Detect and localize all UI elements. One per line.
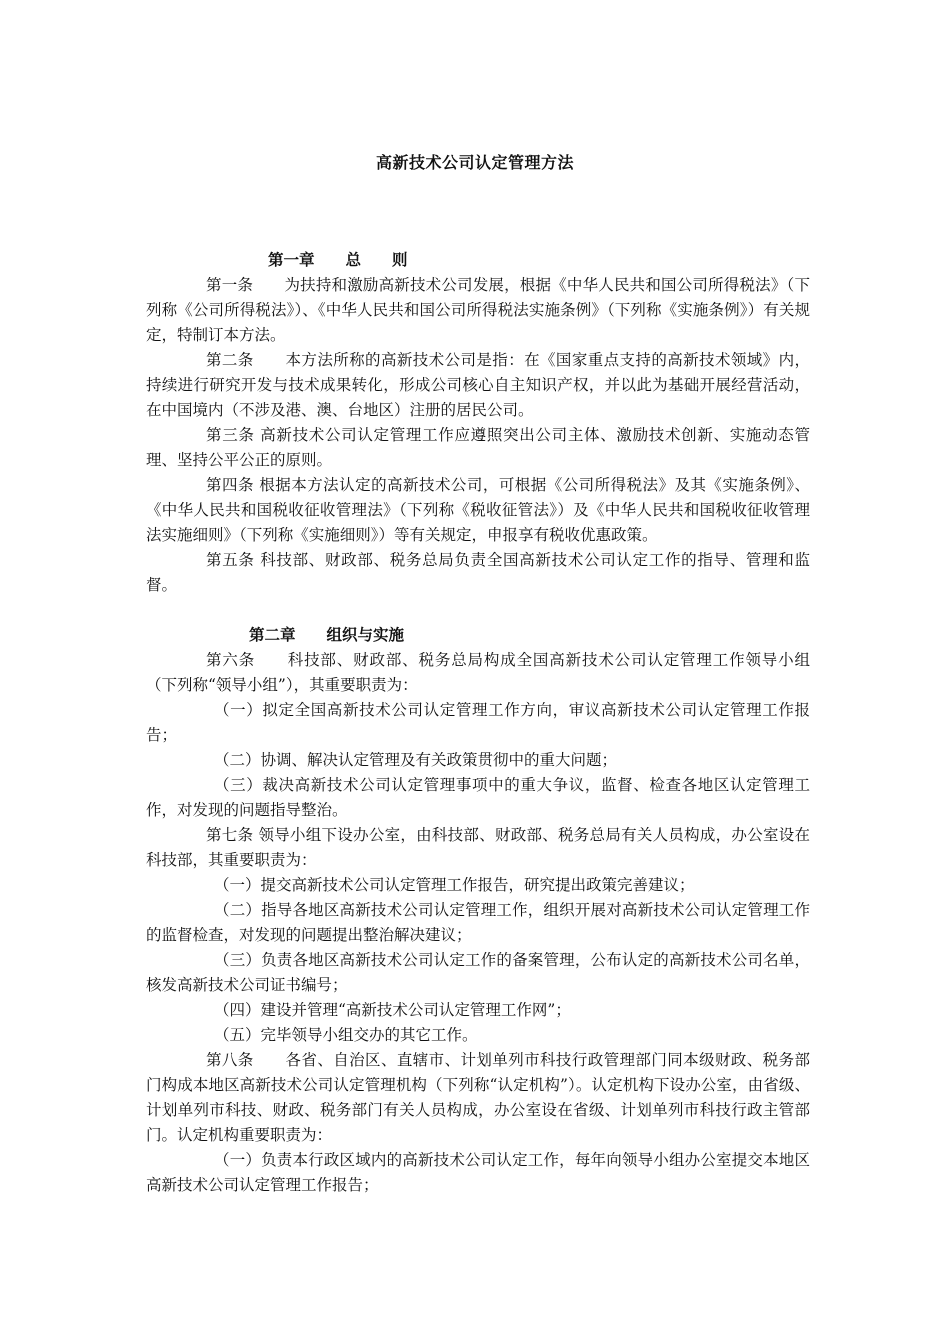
article-paragraph: 第四条 根据本方法认定的高新技术公司，可根据《公司所得税法》及其《实施条例》、《中华人民共和国税收征收管理法》（下列称《税收征管法》）及《中华人民共和国税收征收管理法实施细则》（下列称《实施细则》）等有关规定，申报享有税收优惠政策。 xyxy=(146,476,810,544)
article-paragraph: 第七条 领导小组下设办公室，由科技部、财政部、税务总局有关人员构成，办公室设在科技部，其重要职责为： xyxy=(146,826,810,869)
document-body xyxy=(146,248,810,1198)
article-paragraph: 第二条 本方法所称的高新技术公司是指：在《国家重点支持的高新技术领域》内，持续进行研究开发与技术成果转化，形成公司核心自主知识产权，并以此为基础开展经营活动，在中国境内（不涉及港、澳、台地区）注册的居民公司。 xyxy=(146,351,810,419)
chapter-heading: 第一章 总 则 xyxy=(268,251,408,269)
clause-paragraph: （一）提交高新技术公司认定管理工作报告，研究提出政策完善建议； xyxy=(214,876,695,894)
clause-paragraph: （二）指导各地区高新技术公司认定管理工作，组织开展对高新技术公司认定管理工作的监督检查，对发现的问题提出整治解决建议； xyxy=(146,901,810,944)
article-paragraph: 第三条 高新技术公司认定管理工作应遵照突出公司主体、激励技术创新、实施动态管理、坚持公平公正的原则。 xyxy=(146,426,810,469)
document-title: 高新技术公司认定管理方法 xyxy=(375,153,574,172)
clause-paragraph: （二）协调、解决认定管理及有关政策贯彻中的重大问题； xyxy=(214,751,618,769)
clause-paragraph: （三）负责各地区高新技术公司认定工作的备案管理，公布认定的高新技术公司名单，核发高新技术公司证书编号； xyxy=(146,951,810,994)
clause-paragraph: （一）拟定全国高新技术公司认定管理工作方向，审议高新技术公司认定管理工作报告； xyxy=(146,701,810,744)
clause-paragraph: （一）负责本行政区域内的高新技术公司认定工作，每年向领导小组办公室提交本地区高新技术公司认定管理工作报告； xyxy=(146,1151,810,1194)
article-paragraph: 第五条 科技部、财政部、税务总局负责全国高新技术公司认定工作的指导、管理和监督。 xyxy=(146,551,810,594)
article-paragraph: 第一条 为扶持和激励高新技术公司发展，根据《中华人民共和国公司所得税法》（下列称《公司所得税法》）、《中华人民共和国公司所得税法实施条例》（下列称《实施条例》）有关规定，特制订本方法。 xyxy=(146,276,810,344)
article-paragraph: 第八条 各省、自治区、直辖市、计划单列市科技行政管理部门同本级财政、税务部门构成本地区高新技术公司认定管理机构（下列称“认定机构”）。认定机构下设办公室，由省级、计划单列市科技、财政、税务部门有关人员构成，办公室设在省级、计划单列市科技行政主管部门。认定机构重要职责为： xyxy=(146,1051,810,1144)
clause-paragraph: （四）建设并管理“高新技术公司认定管理工作网”； xyxy=(214,1001,571,1019)
chapter-heading: 第二章 组织与实施 xyxy=(249,626,405,644)
article-paragraph: 第六条 科技部、财政部、税务总局构成全国高新技术公司认定管理工作领导小组（下列称“领导小组”），其重要职责为： xyxy=(146,651,810,694)
clause-paragraph: （三）裁决高新技术公司认定管理事项中的重大争议，监督、检查各地区认定管理工作，对发现的问题指导整治。 xyxy=(146,776,810,819)
clause-paragraph: （五）完毕领导小组交办的其它工作。 xyxy=(214,1026,478,1044)
